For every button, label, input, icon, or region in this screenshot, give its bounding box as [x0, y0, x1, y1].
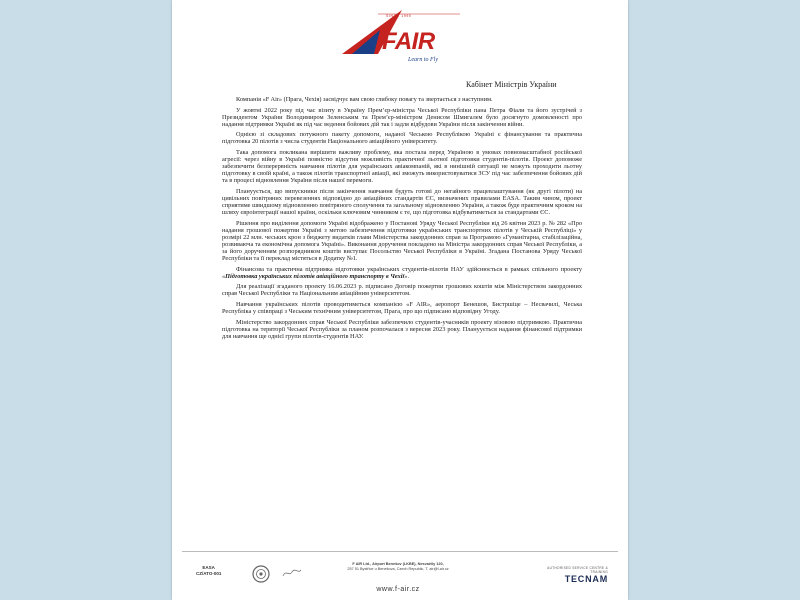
certification-seal-icon [252, 565, 270, 583]
f-air-logo [342, 10, 462, 68]
tecnam-partner-logo [532, 566, 608, 584]
paragraph-10 [222, 319, 582, 340]
paragraph-text: Компанія «F Air» (Прага, Чехія) засвідчує вам свою глибоку повагу та звертається з наступним. [236, 96, 493, 103]
tecnam-note: AUTHORISED SERVICE CENTRE & TRAINING [547, 566, 608, 574]
paragraph-text: Міністерство закордонних справ Чеської Республіки забезпечило студентів-учасників проекту візовою підтримкою. Практична підготовка на території Чеської Республіки за планом розпочалася з вересня 2023 року. Плануується надання фінансової підтримки для навчання ще однієї групи пілотів-студентів НАУ. [222, 318, 582, 340]
paragraph-2 [222, 107, 582, 128]
company-website: www.f-air.cz [376, 586, 420, 593]
paragraph-text: Однією зі складових потужного пакету допомоги, наданої Чеською Республікою Україні є фінансування та практична підготовка 20 пілотів з числа студентів Національного авіаційного університету. [222, 131, 582, 146]
paragraph-text: Рішення про виділення допомоги Україні відображено у Постанові Уряду Чеської Республіки від 26 квітня 2023 р. № 282 «Про надання грошової пожертви Україні з метою забезпечення підготовки українських транспортних пілотів у Чеській Республіці» у розмірі 22 млн. чеських крон з бюджету видатків глави Міністерства закордонних справ за Програмою «Гуманітарна, стабілізаційна, розвиваюча та економічна допомога Україні». Виконання доручення покладено на Міністра закордонних справ Чеської Республіки, а за його дорученням розпорядником коштів виступає Посольство Чеської Республіки в Україні. Згадана Постанова Уряду Чеської Республіки та її переклад містяться в Додатку №1. [222, 219, 582, 262]
logo-tagline: Learn to Fly [408, 57, 438, 63]
project-title: Підготовка українських пілотів авіаційного транспорту в Чехії [225, 272, 405, 280]
paragraph-text: Така допомога покликана вирішити важливу проблему, яка постала перед Україною в умовах повномасштабної російської агресії: через війну в Україні повністю відсутня можливість практичної льотної підготовки студентів-пілотів. Проект допоможе забезпечити безперервність навчання пілотів для українських авіакомпаній, які в нинішній ситуації не можуть проходити льотну підготовку в своїй країні, а також пілотів транспортної авіації, які зможуть використовуватися ЗСУ під час забезпечення бойових дій та в процесі відновлення України після нашої перемоги. [222, 149, 582, 185]
paragraph-text: Навчання українських пілотів проводитиметься компанією «F AIR», аеропорт Бенешов, Бистршіце – Несвачилі, Чеська Республіка у співпраці з Чеським технічним університетом, Прага, про що підписано відповідну Угоду. [222, 300, 582, 315]
paragraph-6 [222, 220, 582, 262]
paragraph-text: ». [404, 272, 410, 280]
paragraph-1 [222, 96, 582, 103]
footer-divider [182, 551, 618, 552]
easa-label: EASA [202, 565, 215, 570]
paragraph-text: Плануується, що випускники після закінчення навчання будуть готові до негайного працевлаштування (як другі пілоти) на цивільних повітряних перевезеннях відповідно до авіаційних стандартів ЄС, визначених правилами EASA. Таким чином, проект сприятиме швидшому відновленню повітряного сполучення та загальному відновленню України, а також буде практичним кроком на шляху євроінтеграції нашої країни, оскільки ключовим чинником є те, що підготовка відбуватиметься за стандартами ЄС. [222, 187, 582, 217]
paragraph-8 [222, 283, 582, 297]
paragraph-4 [222, 149, 582, 184]
paragraph-text: Для реалізації згаданого проекту 16.06.2023 р. підписано Договір пожертви грошових коштів між Міністерством закордонних справ Чеської Республіки та Національним авіаційним університетом. [222, 283, 582, 298]
easa-approval [196, 565, 221, 577]
logo-since: SINCE 1990 [386, 14, 412, 18]
addressee: Кабінет Міністрів України [466, 80, 557, 89]
tecnam-brand: TECNAM [564, 574, 608, 584]
company-name-line: F AIR Ltd., Airport Benešov (LKBE), Nesvačily 120, [352, 562, 444, 566]
paragraph-9 [222, 301, 582, 315]
paragraph-text: Фінансова та практична підтримка підготовки українських студентів-пілотів НАУ здійснюється в рамках спільного проекту « [222, 265, 582, 280]
paragraph-3 [222, 131, 582, 145]
company-address [318, 562, 478, 572]
company-address-line: 257 51 Bystřice u Benešova, Czech Republic, T. air@f-air.cz [347, 567, 449, 572]
paragraph-5 [222, 188, 582, 216]
paragraph-text: У жовтні 2022 року під час візиту в Україну Прем’єр-міністра Чеської Республіки пана Петра Фіали та його зустрічей з Президентом України Володимиром Зеленським та Прем’єр-міністром Денисом Шмигалем було досягнуто домовленості про надання підтримки Україні як під час ведення бойових дій так і задля відбудови України після закінчення війни. [222, 106, 582, 128]
letter-page [172, 0, 628, 600]
easa-code: CZ/ATO-001 [196, 571, 222, 576]
small-signature-mark-icon [282, 568, 302, 578]
paragraph-7 [222, 266, 582, 280]
letter-body [222, 96, 582, 343]
logo-wordmark: FAIR [382, 28, 435, 55]
